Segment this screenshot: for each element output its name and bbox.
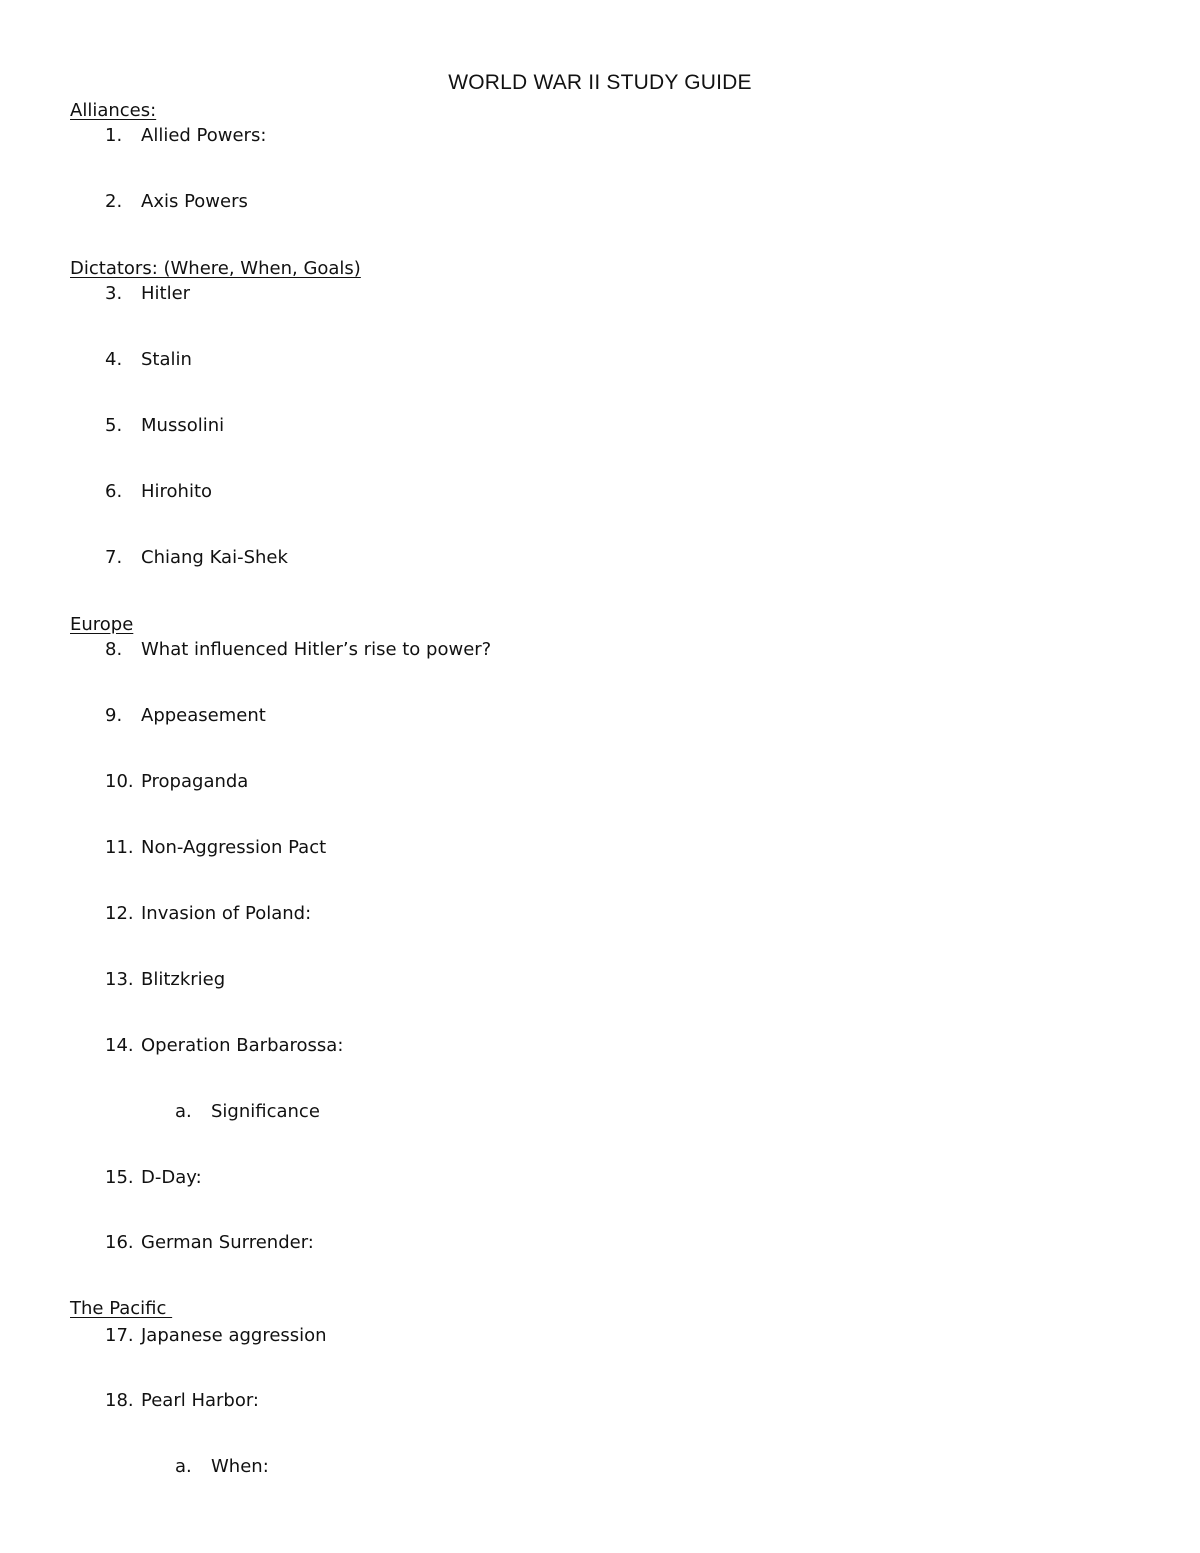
list-item-text: Blitzkrieg [141,969,226,990]
list-item-text: Axis Powers [141,191,248,212]
list-item-number: a. [175,1456,192,1477]
section-heading-dictators: Dictators: (Where, When, Goals) [70,258,361,279]
list-item-text: Allied Powers: [141,125,267,146]
list-item-number: 6. [105,481,123,502]
list-item-number: 3. [105,283,123,304]
list-item-number: 13. [105,969,134,990]
list-item-number: 10. [105,771,134,792]
list-item-number: 18. [105,1390,134,1411]
list-item-text: Hitler [141,283,191,304]
list-item-text: When: [211,1456,269,1477]
list-item-number: 5. [105,415,123,436]
list-item-number: 12. [105,903,134,924]
list-item-number: 4. [105,349,123,370]
list-item-number: 15. [105,1167,134,1188]
list-item-number: 14. [105,1035,134,1056]
list-item-number: 2. [105,191,123,212]
list-item-text: Non-Aggression Pact [141,837,327,858]
list-item-text: Stalin [141,349,192,370]
list-item-number: 11. [105,837,134,858]
list-item-number: a. [175,1101,192,1122]
list-item-text: Japanese aggression [141,1325,327,1346]
list-item-text: Appeasement [141,705,266,726]
list-item-text: D-Day: [141,1167,202,1188]
list-item-text: Mussolini [141,415,225,436]
list-item-text: What influenced Hitler’s rise to power? [141,639,492,660]
section-heading-alliances: Alliances: [70,100,157,121]
list-item-text: Chiang Kai-Shek [141,547,288,568]
list-item-text: Significance [211,1101,320,1122]
document-title: WORLD WAR II STUDY GUIDE [448,71,752,94]
list-item-text: German Surrender: [141,1232,314,1253]
list-item-text: Invasion of Poland: [141,903,312,924]
list-item-number: 17. [105,1325,134,1346]
list-item-text: Hirohito [141,481,213,502]
section-heading-europe: Europe [70,614,134,635]
list-item-text: Propaganda [141,771,249,792]
list-item-number: 7. [105,547,123,568]
list-item-number: 16. [105,1232,134,1253]
list-item-text: Pearl Harbor: [141,1390,259,1411]
list-item-number: 1. [105,125,123,146]
section-heading-pacific: The Pacific [70,1298,173,1319]
list-item-number: 9. [105,705,123,726]
list-item-text: Operation Barbarossa: [141,1035,344,1056]
list-item-number: 8. [105,639,123,660]
